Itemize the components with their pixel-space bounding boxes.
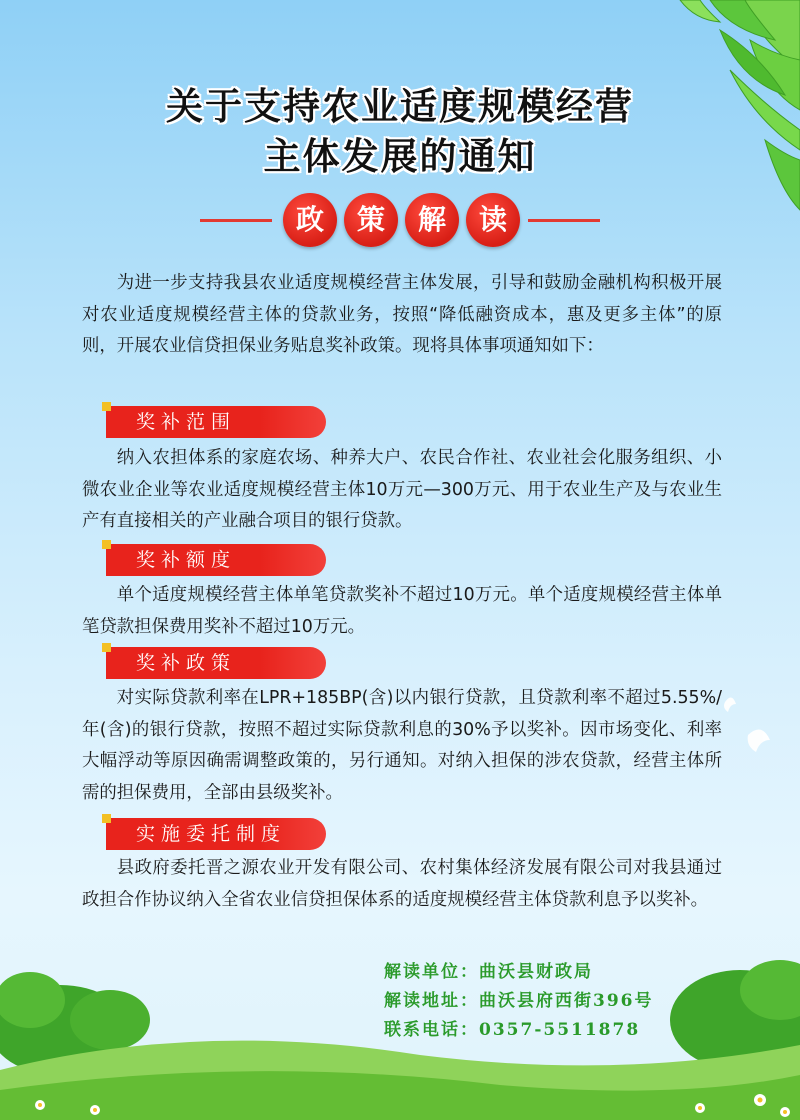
contact-phone: 联系电话：0357-5511878 (384, 1020, 641, 1040)
subtitle-banner (0, 193, 800, 249)
subtitle-char: 策 (344, 193, 398, 247)
subtitle-char: 读 (466, 193, 520, 247)
section-body: 县政府委托晋之源农业开发有限公司、农村集体经济发展有限公司对我县通过政担合作协议纳入全省农业信贷担保体系的适度规模经营主体贷款利息予以奖补。 (82, 858, 722, 910)
grass-hills (0, 960, 800, 1120)
daisy-flowers (35, 1094, 790, 1117)
page-title-line2: 主体发展的通知 (263, 134, 537, 178)
subtitle-left-line (200, 219, 272, 222)
page-title-line1: 关于支持农业适度规模经营 (166, 84, 634, 128)
section-body: 单个适度规模经营主体单笔贷款奖补不超过10万元。单个适度规模经营主体单笔贷款担保费用奖补不超过10万元。 (82, 585, 722, 637)
section-heading: 奖补范围 (106, 406, 326, 438)
subtitle-char: 解 (405, 193, 459, 247)
subtitle-right-line (528, 219, 600, 222)
section-heading: 奖补额度 (106, 544, 326, 576)
contact-address: 解读地址：曲沃县府西街396号 (384, 991, 654, 1011)
section-body: 对实际贷款利率在LPR+185BP(含)以内银行贷款，且贷款利率不超过5.55%/年(含)的银行贷款，按照不超过实际贷款利息的30%予以奖补。因市场变化、利率大幅浮动等原因确需调整政策的，另行通知。对纳入担保的涉农贷款，经营主体所需的担保费用，全部由县级奖补。 (82, 688, 722, 803)
section-heading: 奖补政策 (106, 647, 326, 679)
intro-paragraph: 为进一步支持我县农业适度规模经营主体发展，引导和鼓励金融机构积极开展对农业适度规模经营主体的贷款业务，按照“降低融资成本，惠及更多主体”的原则，开展农业信贷担保业务贴息奖补政策。现将具体事项通知如下： (82, 273, 722, 356)
subtitle-char: 政 (283, 193, 337, 247)
section-body: 纳入农担体系的家庭农场、种养大户、农民合作社、农业社会化服务组织、小微农业企业等农业适度规模经营主体10万元—300万元、用于农业生产及与农业生产有直接相关的产业融合项目的银行贷款。 (82, 448, 722, 531)
section-heading: 实施委托制度 (106, 818, 326, 850)
contact-unit: 解读单位：曲沃县财政局 (384, 962, 593, 982)
